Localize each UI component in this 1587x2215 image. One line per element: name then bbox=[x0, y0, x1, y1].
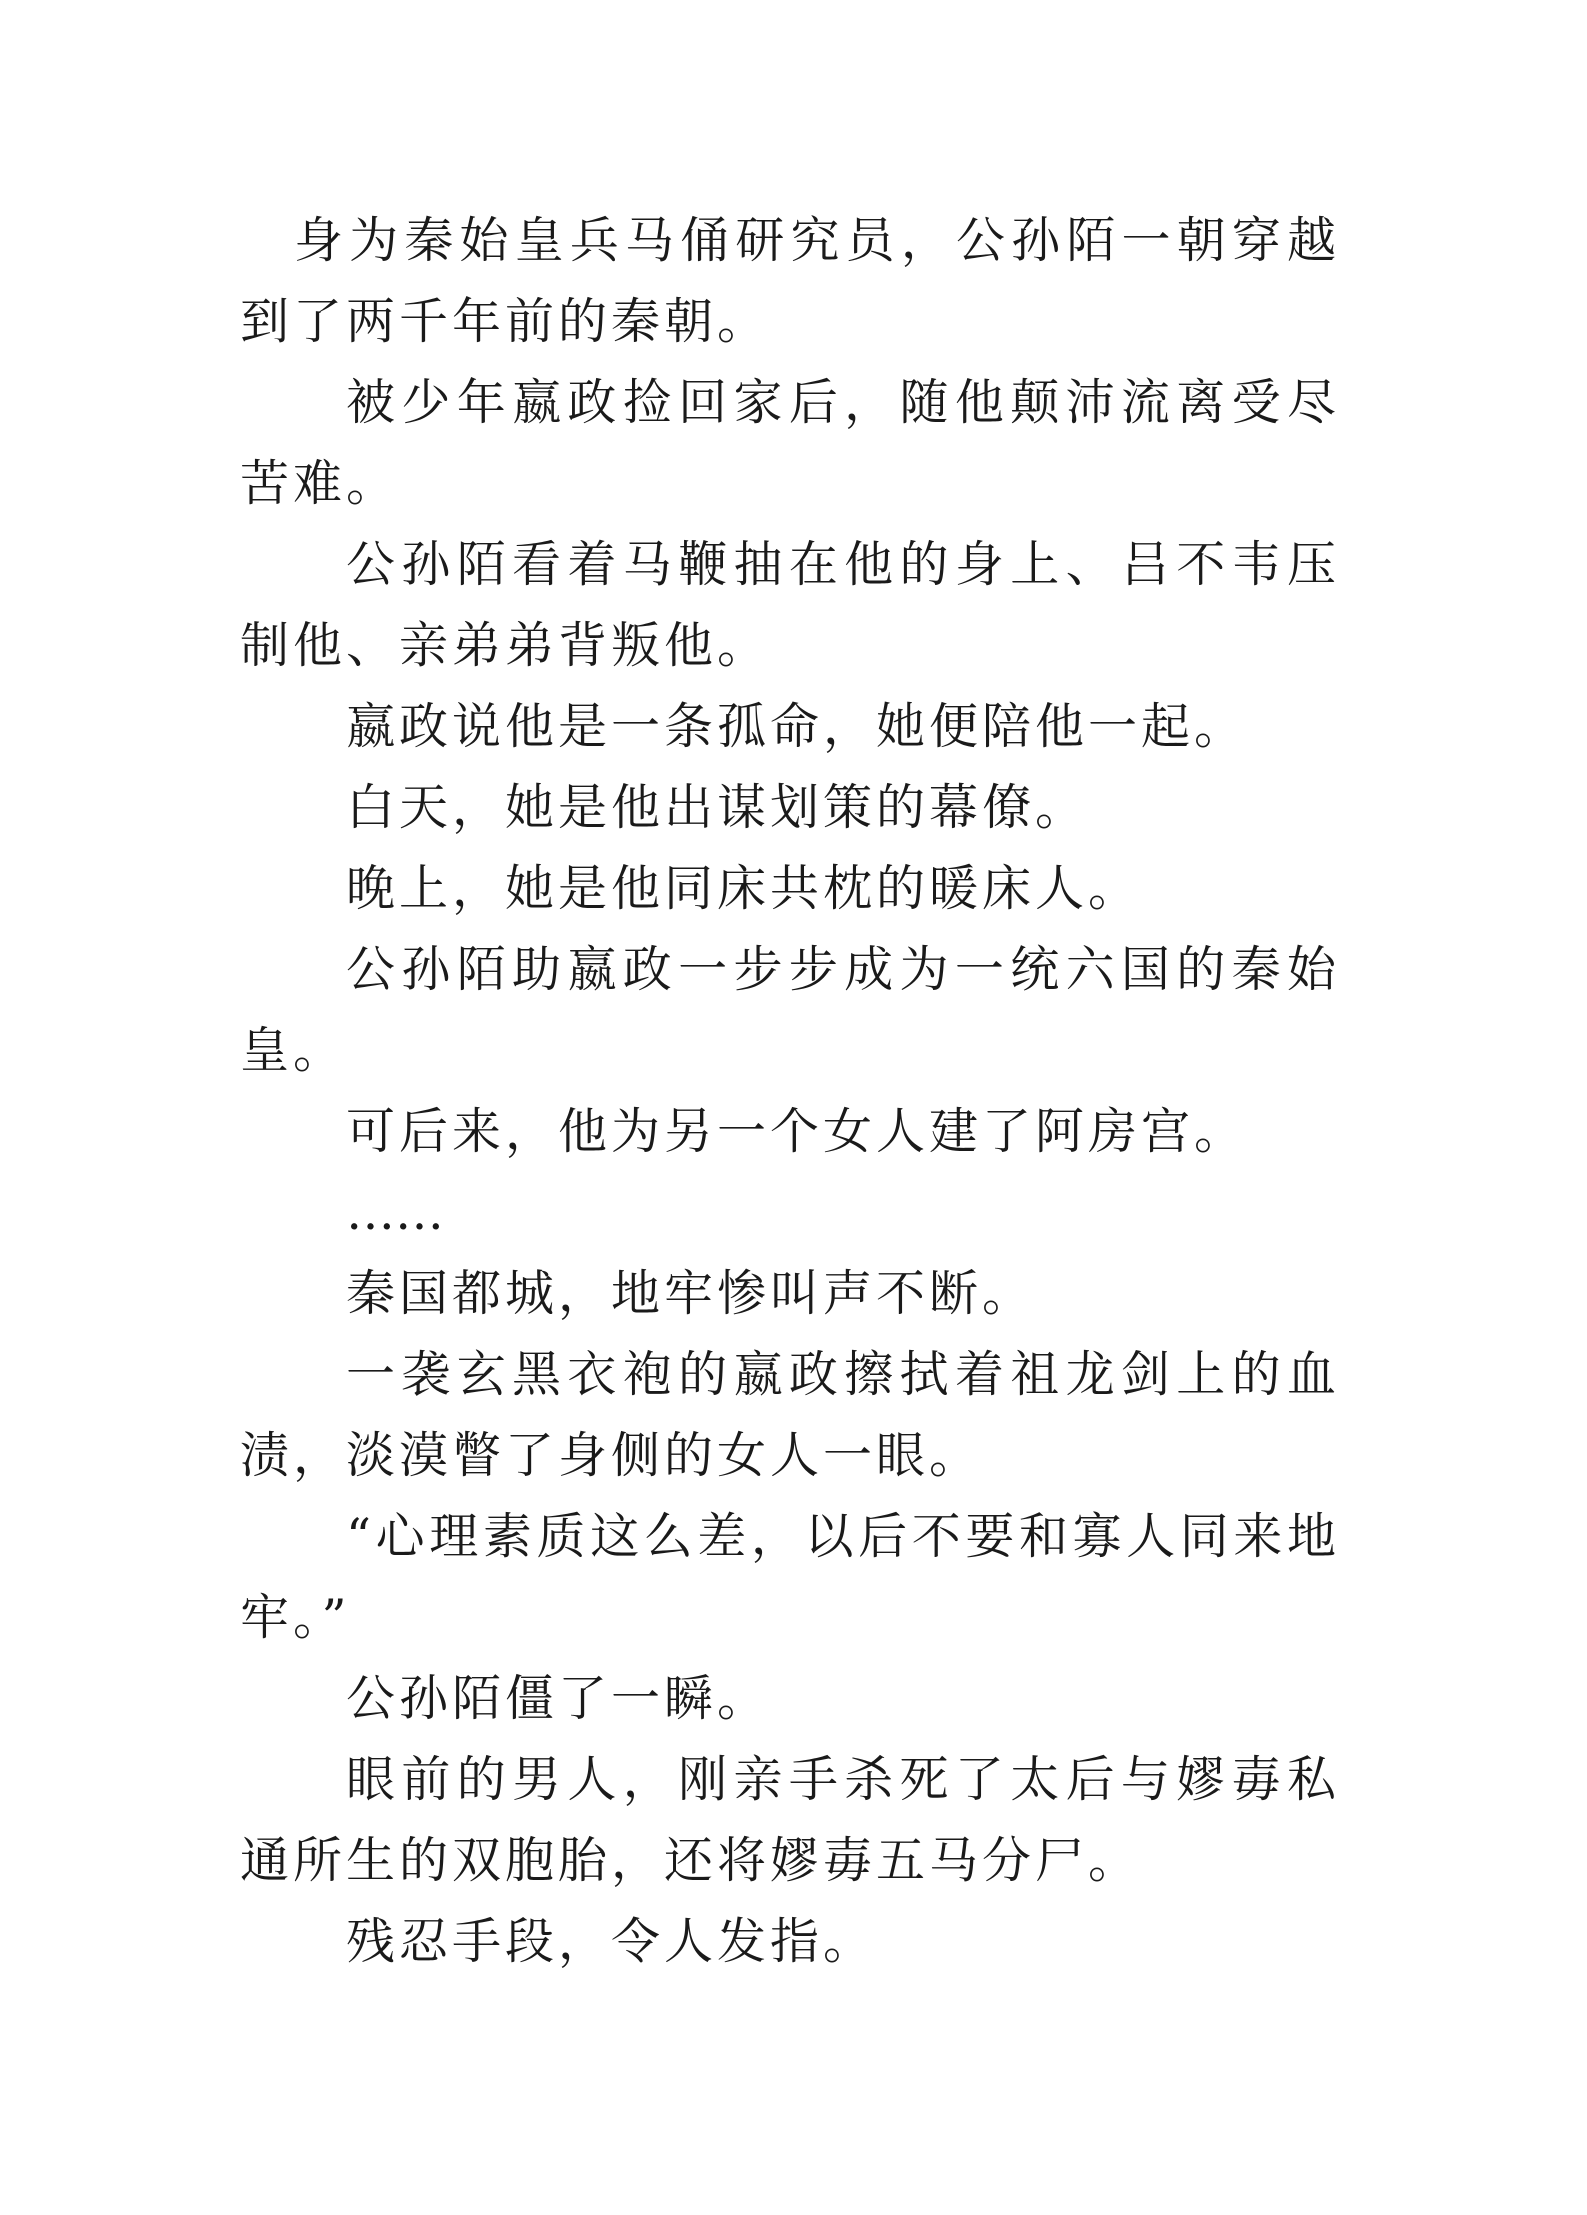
paragraph: 身为秦始皇兵马俑研究员，公孙陌一朝穿越到了两千年前的秦朝。 bbox=[240, 212, 1340, 350]
dialogue-paragraph: “心理素质这么差，以后不要和寡人同来地牢。” bbox=[240, 1508, 1340, 1646]
paragraph: 晚上，她是他同床共枕的暖床人。 bbox=[346, 860, 1142, 917]
document-page bbox=[240, 200, 1340, 1982]
paragraph: 眼前的男人，刚亲手杀死了太后与嫪毐私通所生的双胞胎，还将嫪毐五马分尸。 bbox=[240, 1751, 1340, 1889]
paragraph: 秦国都城，地牢惨叫声不断。 bbox=[346, 1265, 1036, 1322]
paragraph: 可后来，他为另一个女人建了阿房宫。 bbox=[346, 1103, 1248, 1160]
paragraph: 白天，她是他出谋划策的幕僚。 bbox=[346, 779, 1089, 836]
ellipsis-paragraph: …… bbox=[346, 1184, 444, 1241]
paragraph: 残忍手段，令人发指。 bbox=[346, 1913, 877, 1970]
paragraph: 一袭玄黑衣袍的嬴政擦拭着祖龙剑上的血渍，淡漠瞥了身侧的女人一眼。 bbox=[240, 1346, 1340, 1484]
paragraph: 公孙陌看着马鞭抽在他的身上、吕不韦压制他、亲弟弟背叛他。 bbox=[240, 536, 1340, 674]
paragraph: 公孙陌僵了一瞬。 bbox=[346, 1670, 771, 1727]
paragraph: 公孙陌助嬴政一步步成为一统六国的秦始皇。 bbox=[240, 941, 1340, 1079]
paragraph: 嬴政说他是一条孤命，她便陪他一起。 bbox=[346, 698, 1248, 755]
paragraph: 被少年嬴政捡回家后，随他颠沛流离受尽苦难。 bbox=[240, 374, 1340, 512]
